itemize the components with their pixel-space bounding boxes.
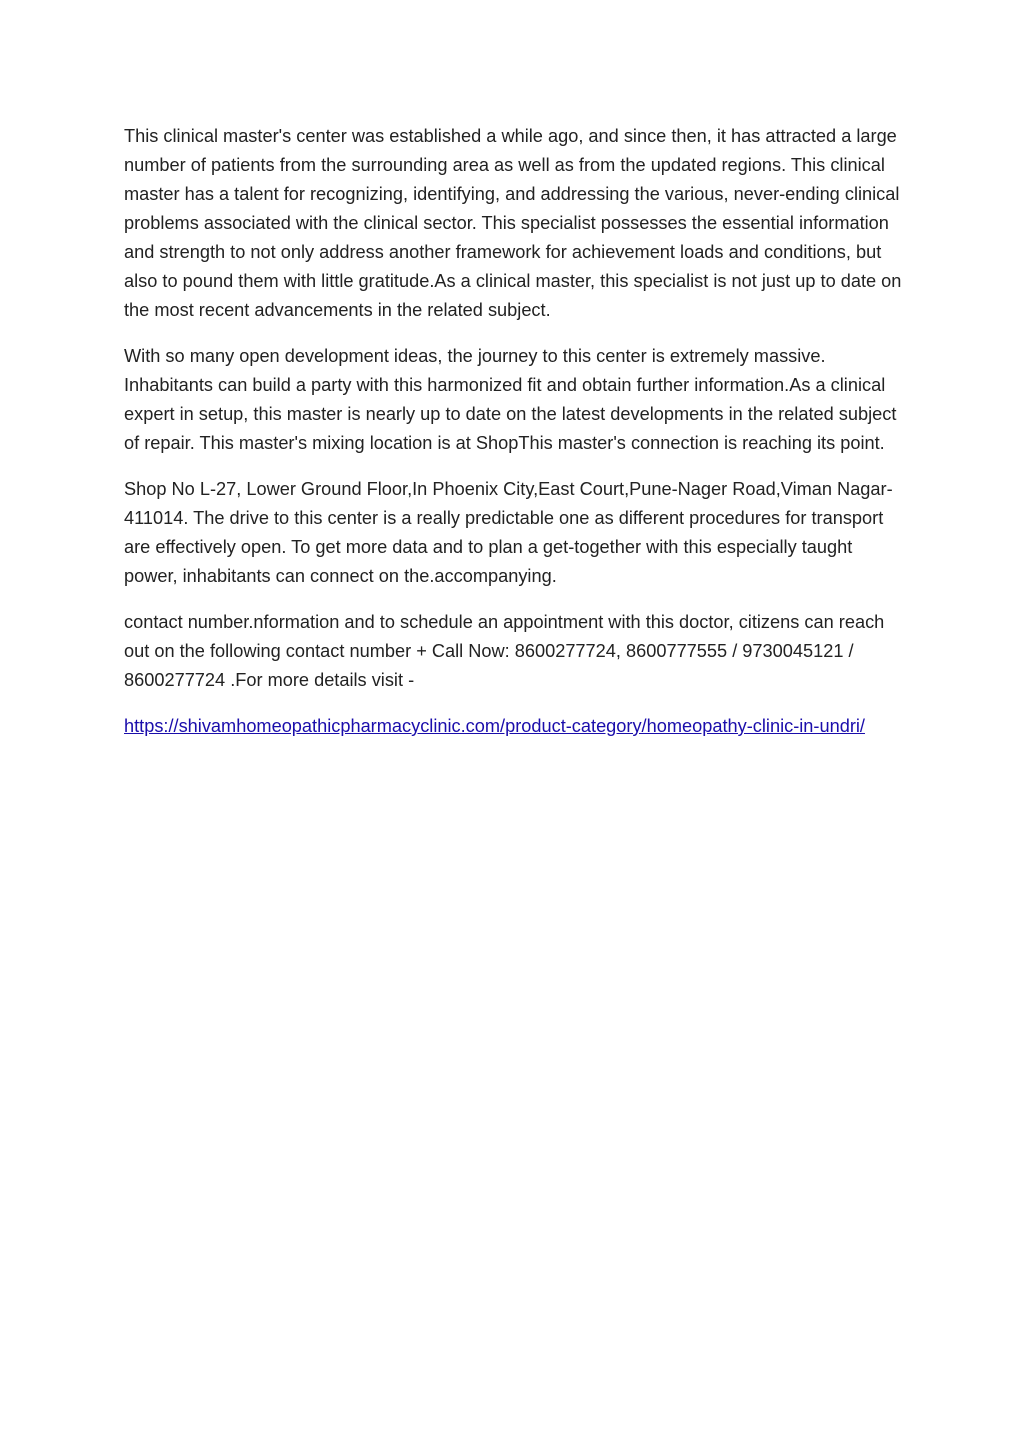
paragraph-contact: contact number.nformation and to schedule an appointment with this doctor, citizens can reach out on the following contact number + Call Now: 8600277724, 8600777555 / 9730045121 / 8600277724 .For more details visit - bbox=[124, 612, 885, 690]
paragraph-address: Shop No L-27, Lower Ground Floor,In Phoenix City,East Court,Pune-Nager Road,Viman Nagar-411014. The drive to this center is a really predictable one as different procedures for transport are effectively open. To get more data and to plan a get-together with this especially taught power, inhabitants can connect on the.accompanying. bbox=[124, 479, 893, 586]
paragraph-development: With so many open development ideas, the journey to this center is extremely massive. Inhabitants can build a party with this harmonized fit and obtain further information.As a clinical expert in setup, this master is nearly up to date on the latest developments in the related subject of repair. This master's mixing location is at ShopThis master's connection is reaching its point. bbox=[124, 346, 897, 453]
paragraph-intro: This clinical master's center was established a while ago, and since then, it has attracted a large number of patients from the surrounding area as well as from the updated regions. This clinical master has a talent for recognizing, identifying, and addressing the various, never-ending clinical problems associated with the clinical sector. This specialist possesses the essential information and strength to not only address another framework for achievement loads and conditions, but also to pound them with little gratitude.As a clinical master, this specialist is not just up to date on the most recent advancements in the related subject. bbox=[124, 126, 902, 320]
document-body bbox=[124, 122, 902, 741]
clinic-website-link[interactable]: https://shivamhomeopathicpharmacyclinic.com/product-category/homeopathy-clinic-in-undri/ bbox=[124, 716, 865, 736]
link-paragraph bbox=[124, 712, 902, 741]
